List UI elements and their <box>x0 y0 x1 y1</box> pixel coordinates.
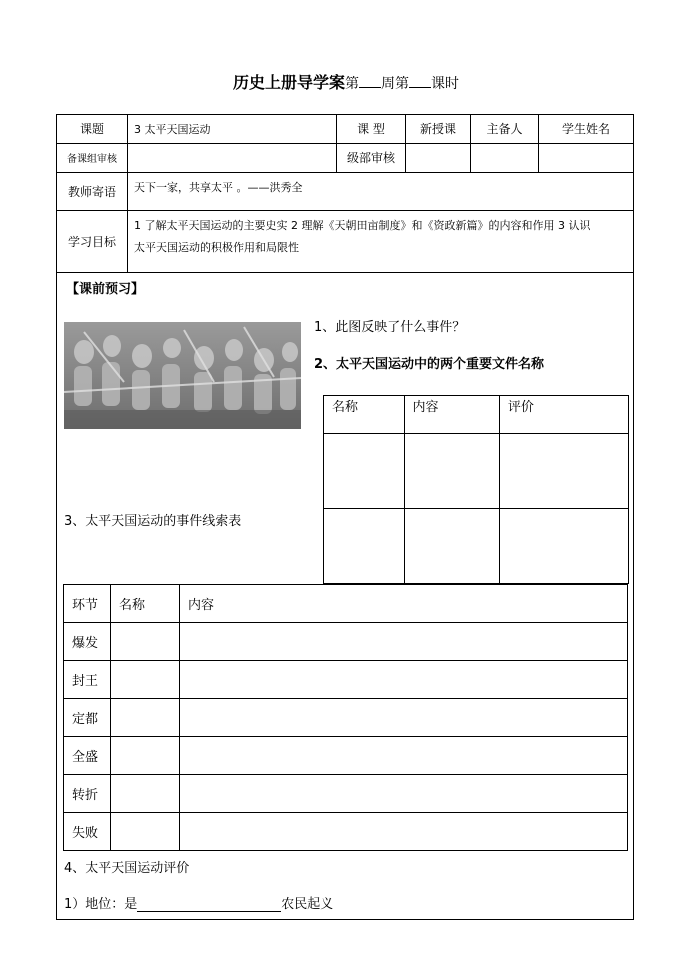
grade-review-label: 级部审核 <box>346 151 395 165</box>
question-1: 1、此图反映了什么事件？ <box>314 320 466 335</box>
question-2: 2、太平天国运动中的两个重要文件名称 <box>314 357 545 372</box>
learning-goal-line: 太平天国运动的积极作用和局限性 <box>134 241 299 254</box>
event-name-cell[interactable] <box>111 623 180 661</box>
topic-value: 3 太平天国运动 <box>134 122 211 136</box>
doc-header-name: 名称 <box>324 396 405 434</box>
event-content-cell[interactable] <box>180 813 628 851</box>
week-blank <box>359 75 381 88</box>
lesson-blank <box>409 75 431 88</box>
question-3: 3、太平天国运动的事件线索表 <box>64 514 242 529</box>
topic-label: 课题 <box>79 122 104 136</box>
event-content-cell[interactable] <box>180 775 628 813</box>
event-header-name: 名称 <box>111 585 180 623</box>
type-value: 新授课 <box>419 122 456 136</box>
relief-sculpture-image <box>64 322 301 429</box>
week-suffix: 周第 <box>381 76 409 92</box>
event-stage: 封王 <box>64 661 111 699</box>
divider <box>56 210 634 211</box>
event-name-cell[interactable] <box>111 775 180 813</box>
status-suffix: 农民起义 <box>281 897 334 912</box>
event-stage: 全盛 <box>64 737 111 775</box>
preview-heading: 【课前预习】 <box>66 282 145 297</box>
lesson-suffix: 课时 <box>431 76 459 92</box>
teacher-message-label: 教师寄语 <box>67 184 116 199</box>
event-content-cell[interactable] <box>180 661 628 699</box>
event-name-cell[interactable] <box>111 813 180 851</box>
event-name-cell[interactable] <box>111 661 180 699</box>
learning-goal-line: 1 了解太平天国运动的主要史实 2 理解《天朝田亩制度》和《资政新篇》的内容和作用 3 认识 <box>134 219 591 232</box>
learning-goal-value <box>134 215 630 259</box>
page-title <box>0 70 692 93</box>
document-title: 历史上册导学案 <box>232 73 345 92</box>
divider <box>56 272 634 273</box>
question-4: 4、太平天国运动评价 <box>64 861 190 876</box>
event-content-cell[interactable] <box>180 737 628 775</box>
preparer-label: 主备人 <box>486 122 523 136</box>
group-review-label: 备课组审核 <box>67 154 117 165</box>
teacher-message-value: 天下一家，共享太平 。——洪秀全 <box>134 181 303 194</box>
doc-cell[interactable] <box>404 434 499 509</box>
event-name-cell[interactable] <box>111 699 180 737</box>
event-stage: 爆发 <box>64 623 111 661</box>
type-label: 课 型 <box>357 122 385 136</box>
doc-cell[interactable] <box>499 509 628 584</box>
week-prefix: 第 <box>345 76 359 92</box>
student-name-label: 学生姓名 <box>561 122 610 136</box>
event-stage: 失败 <box>64 813 111 851</box>
doc-cell[interactable] <box>499 434 628 509</box>
event-header-content: 内容 <box>180 585 628 623</box>
doc-header-evaluation: 评价 <box>499 396 628 434</box>
event-stage: 转折 <box>64 775 111 813</box>
doc-cell[interactable] <box>324 509 405 584</box>
doc-cell[interactable] <box>404 509 499 584</box>
relief-illustration <box>64 322 301 429</box>
event-timeline-table <box>63 584 628 851</box>
event-name-cell[interactable] <box>111 737 180 775</box>
doc-cell[interactable] <box>324 434 405 509</box>
status-answer-blank[interactable] <box>137 897 281 912</box>
status-prefix: 1）地位：是 <box>64 897 138 912</box>
event-content-cell[interactable] <box>180 623 628 661</box>
doc-header-content: 内容 <box>404 396 499 434</box>
question-4-status <box>64 893 333 912</box>
documents-table <box>323 395 629 584</box>
learning-goal-label: 学习目标 <box>67 234 116 249</box>
event-header-stage: 环节 <box>64 585 111 623</box>
event-stage: 定都 <box>64 699 111 737</box>
divider <box>127 114 128 272</box>
event-content-cell[interactable] <box>180 699 628 737</box>
